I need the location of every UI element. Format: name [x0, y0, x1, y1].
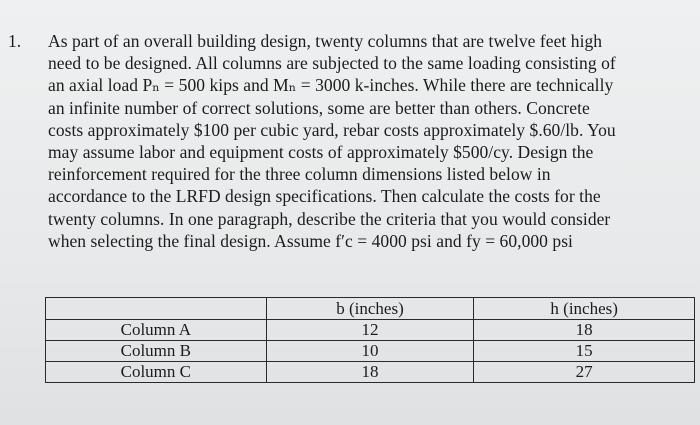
table-header-blank	[46, 298, 267, 320]
question-text	[48, 30, 698, 252]
row-h-value: 27	[474, 362, 695, 383]
question-line: an axial load Pₙ = 500 kips and Mₙ = 3000 k-inches. While there are technically	[48, 75, 614, 96]
column-dimensions-table	[45, 297, 695, 383]
table-row	[46, 320, 695, 341]
question-line: accordance to the LRFD design specifications. Then calculate the costs for the	[48, 186, 601, 207]
row-b-value: 12	[266, 320, 474, 341]
question-number: 1.	[8, 31, 22, 51]
table-header-row	[46, 298, 695, 320]
row-label: Column B	[46, 341, 267, 362]
table-row	[46, 362, 695, 383]
row-b-value: 18	[266, 362, 474, 383]
row-h-value: 18	[474, 320, 695, 341]
row-h-value: 15	[474, 341, 695, 362]
question-line: when selecting the final design. Assume f′c = 4000 psi and fy = 60,000 psi	[48, 230, 573, 251]
row-label: Column C	[46, 362, 267, 383]
table-header-b: b (inches)	[266, 298, 474, 320]
question-line: costs approximately $100 per cubic yard, rebar costs approximately $.60/lb. You	[48, 119, 616, 140]
table-header-h: h (inches)	[474, 298, 695, 320]
question-line: reinforcement required for the three column dimensions listed below in	[48, 164, 551, 185]
row-b-value: 10	[266, 341, 474, 362]
question-line: As part of an overall building design, twenty columns that are twelve feet high	[48, 31, 603, 51]
question-line: an infinite number of correct solutions, some are better than others. Concrete	[48, 97, 590, 118]
table-row	[46, 341, 695, 362]
row-label: Column A	[46, 320, 267, 341]
question-line: need to be designed. All columns are subjected to the same loading consisting of	[48, 53, 616, 74]
question-line: twenty columns. In one paragraph, describe the criteria that you would consider	[48, 208, 611, 229]
question-line: may assume labor and equipment costs of approximately $500/cy. Design the	[48, 142, 594, 163]
